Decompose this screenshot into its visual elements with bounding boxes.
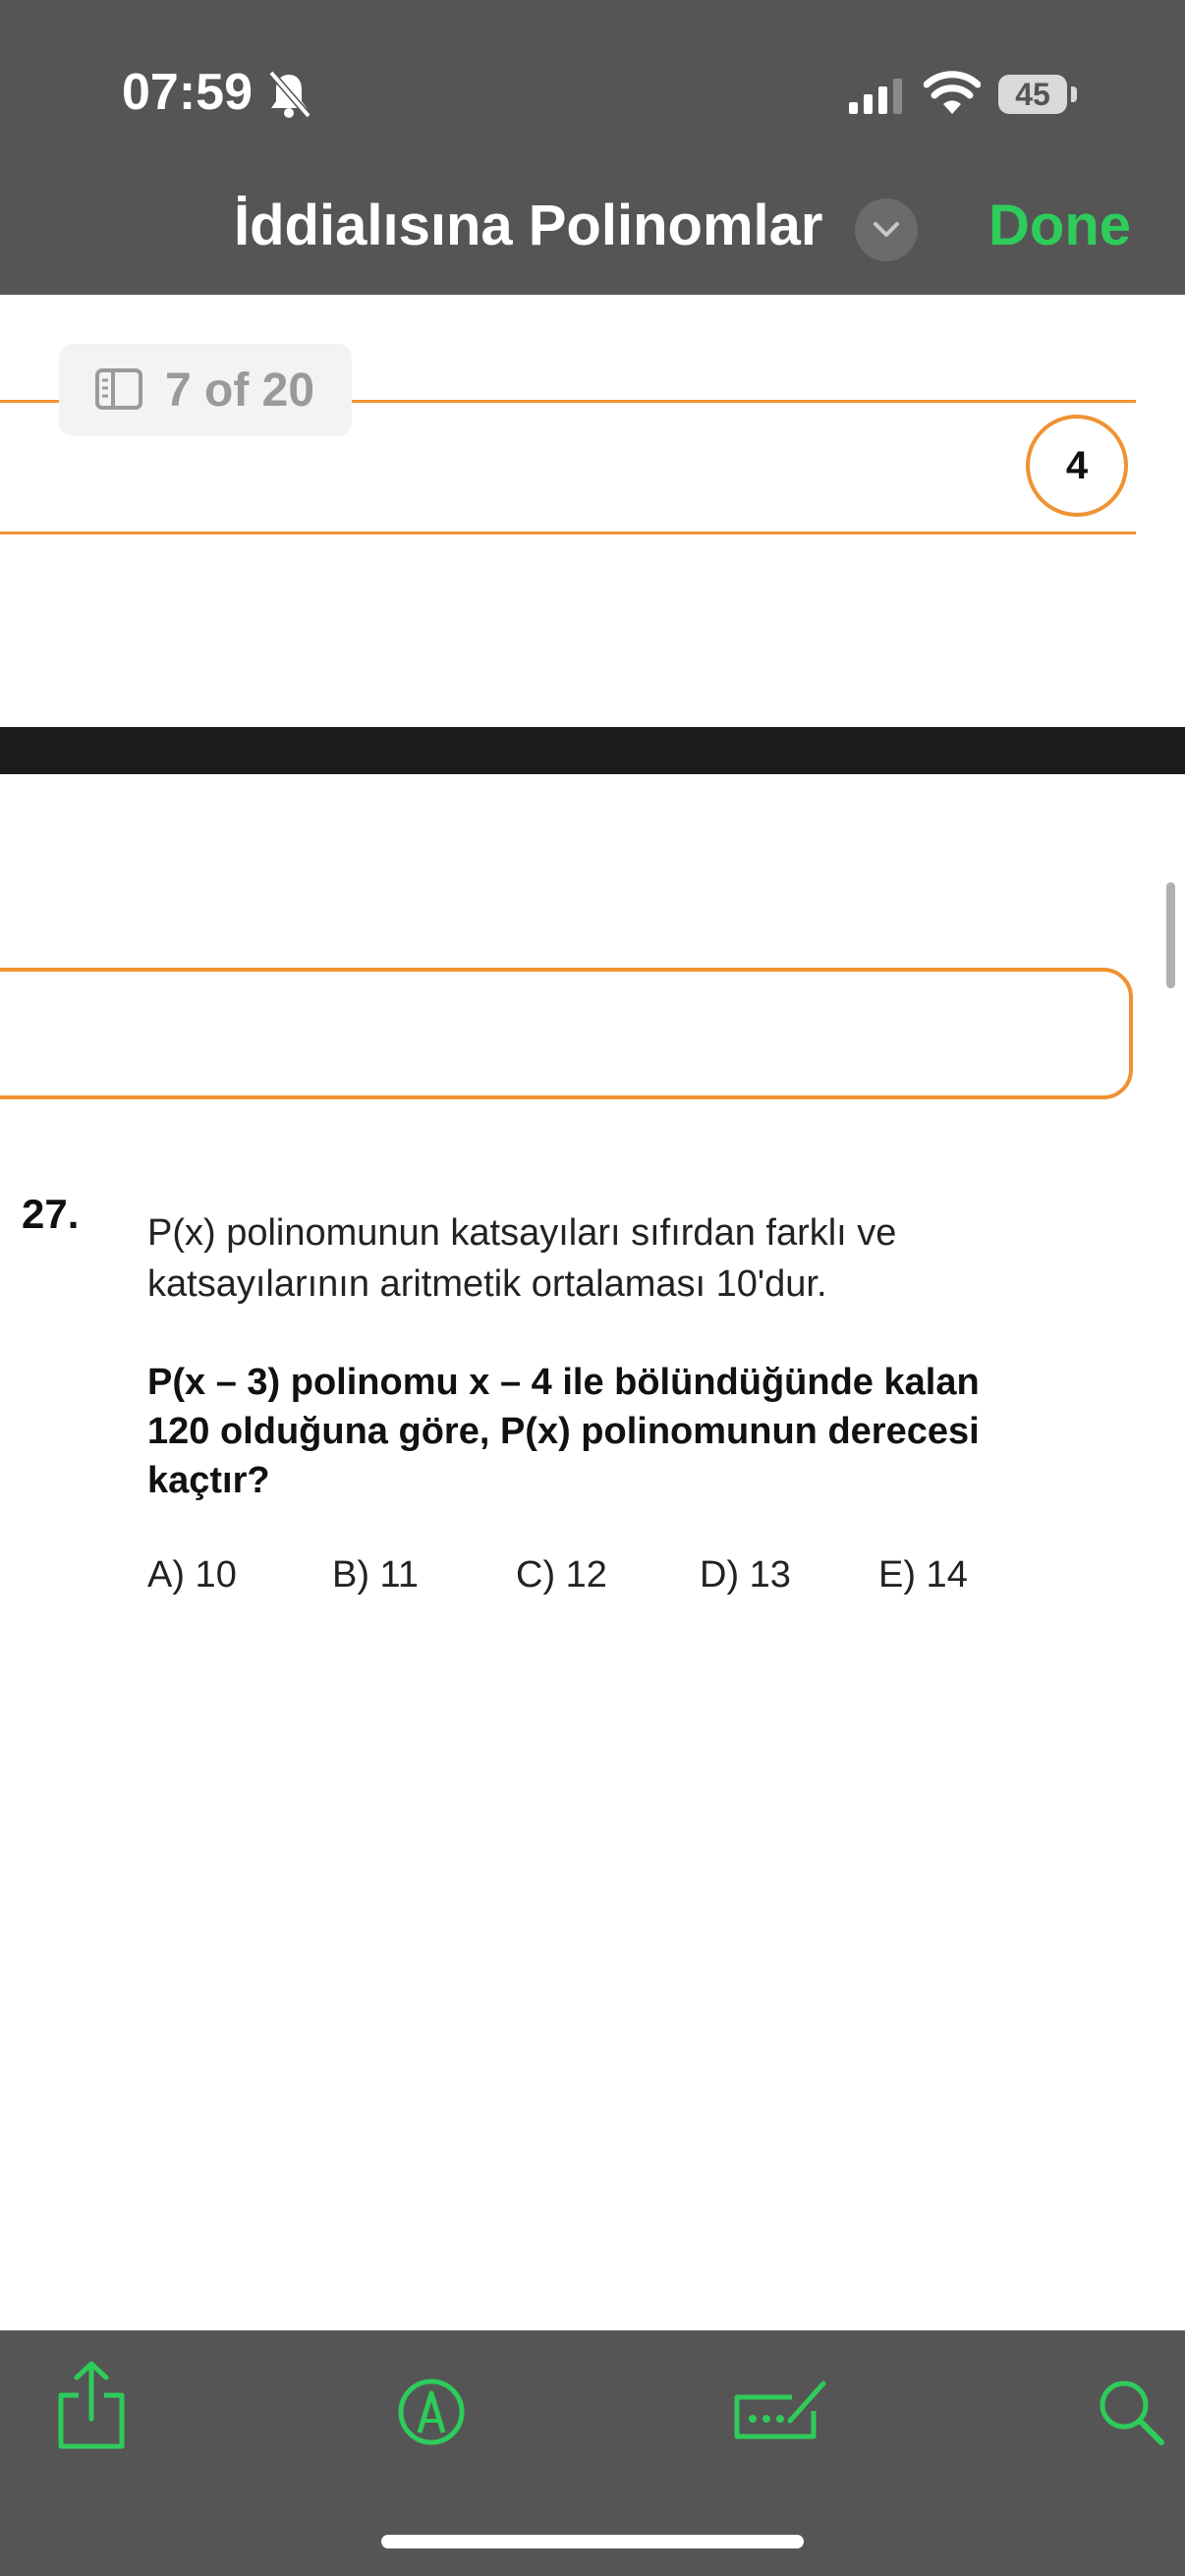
document-title[interactable]: İddialısına Polinomlar [234,194,823,257]
page-indicator[interactable] [59,344,352,436]
question-intro-line: katsayılarının aritmetik ortalaması 10'dur. [147,1263,827,1305]
form-fill-icon[interactable] [731,2376,829,2446]
status-time: 07:59 [122,64,253,121]
answer-choice-d: D) 13 [700,1554,791,1596]
question-prompt-line: 120 olduğuna göre, P(x) polinomunun derecesi [147,1411,980,1452]
section-banner [0,968,1133,1099]
scrollbar[interactable] [1166,882,1175,988]
question-prompt-line: P(x – 3) polinomu x – 4 ile bölündüğünde kalan [147,1362,980,1403]
answer-number-circle: 4 [1026,415,1128,517]
search-icon[interactable] [1097,2378,1165,2446]
answer-choice-c: C) 12 [516,1554,607,1596]
chevron-down-icon[interactable] [855,198,918,261]
page-indicator-label: 7 of 20 [165,364,315,417]
done-button[interactable]: Done [988,194,1131,257]
question-prompt-line: kaçtır? [147,1460,270,1501]
top-bar [0,0,1185,295]
share-icon[interactable] [53,2358,130,2452]
answer-choice-a: A) 10 [147,1554,237,1596]
sidebar-icon [94,367,143,411]
divider-line [0,532,1136,534]
bell-slash-icon [265,69,312,120]
markup-icon[interactable] [397,2378,466,2446]
battery-icon: 45 [998,75,1067,114]
battery-tip [1071,86,1077,102]
question-number: 27. [22,1191,80,1237]
page-gap [0,727,1185,774]
cellular-signal-icon [847,77,906,116]
answer-choice-e: E) 14 [878,1554,968,1596]
home-indicator[interactable] [381,2535,804,2548]
question-intro-line: P(x) polinomunun katsayıları sıfırdan farklı ve [147,1212,897,1254]
answer-choice-b: B) 11 [332,1554,420,1596]
wifi-icon [924,71,981,118]
